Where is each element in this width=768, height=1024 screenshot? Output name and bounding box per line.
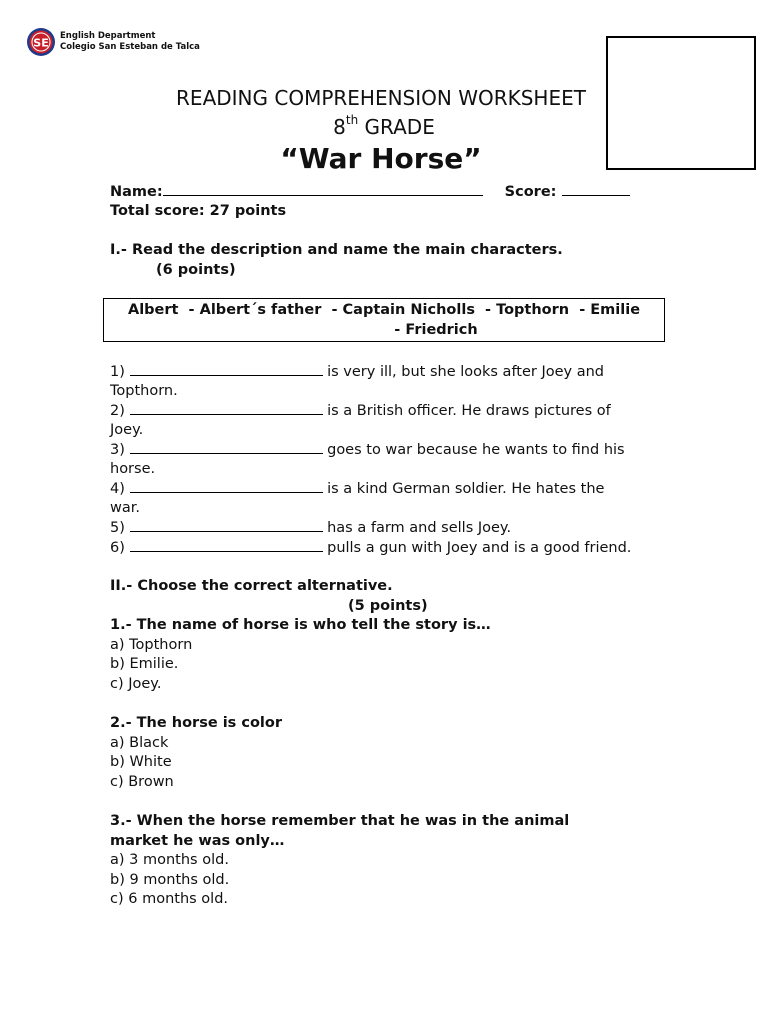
worksheet-title: READING COMPREHENSION WORKSHEET bbox=[176, 86, 586, 110]
item-6 bbox=[110, 539, 631, 556]
grade-number: 8 bbox=[333, 115, 346, 139]
q3-option-a[interactable]: a) 3 months old. bbox=[110, 852, 229, 868]
grade-title bbox=[0, 115, 768, 139]
school-logo bbox=[26, 27, 56, 57]
section2-points: (5 points) bbox=[348, 598, 428, 614]
score-blank[interactable] bbox=[562, 183, 630, 196]
section1-points: (6 points) bbox=[156, 262, 236, 278]
item-1 bbox=[110, 363, 604, 380]
question-1: 1.- The name of horse is who tell the story is… bbox=[110, 617, 491, 633]
grade-suffix: th bbox=[345, 113, 359, 127]
name-blank[interactable] bbox=[163, 183, 483, 196]
section1-instruction: I.- Read the description and name the main characters. bbox=[110, 242, 563, 258]
name-label: Name: bbox=[110, 184, 163, 200]
q3-option-c[interactable]: c) 6 months old. bbox=[110, 891, 229, 907]
logo-letters: SE bbox=[33, 36, 49, 50]
answer-blank[interactable] bbox=[130, 402, 323, 415]
item-4-cont: war. bbox=[110, 500, 140, 516]
q2-option-c[interactable]: c) Brown bbox=[110, 774, 174, 790]
answer-blank[interactable] bbox=[130, 519, 323, 532]
score-label: Score: bbox=[504, 184, 557, 200]
item-5 bbox=[110, 519, 511, 536]
item-number: 5) bbox=[110, 520, 125, 536]
answer-blank[interactable] bbox=[130, 539, 323, 552]
item-3-cont: horse. bbox=[110, 461, 156, 477]
characters-line2: - Friedrich bbox=[394, 322, 478, 338]
item-4 bbox=[110, 480, 604, 497]
department-label bbox=[60, 31, 200, 53]
name-score-row bbox=[110, 183, 630, 200]
q2-option-a[interactable]: a) Black bbox=[110, 735, 169, 751]
q2-option-b[interactable]: b) White bbox=[110, 754, 172, 770]
item-text: pulls a gun with Joey and is a good friend. bbox=[327, 540, 632, 556]
department-name: English Department bbox=[60, 31, 156, 41]
item-number: 3) bbox=[110, 442, 125, 458]
item-2-cont: Joey. bbox=[110, 422, 144, 438]
q1-option-a[interactable]: a) Topthorn bbox=[110, 637, 193, 653]
q3-option-b[interactable]: b) 9 months old. bbox=[110, 872, 230, 888]
item-text: is a kind German soldier. He hates the bbox=[327, 481, 605, 497]
school-name: Colegio San Esteban de Talca bbox=[60, 42, 200, 52]
answer-blank[interactable] bbox=[130, 480, 323, 493]
book-title: “War Horse” bbox=[280, 142, 482, 175]
total-score: Total score: 27 points bbox=[110, 203, 287, 219]
question-2: 2.- The horse is color bbox=[110, 715, 282, 731]
item-text: is very ill, but she looks after Joey and bbox=[327, 364, 605, 380]
question-3-line2: market he was only… bbox=[110, 833, 285, 849]
answer-blank[interactable] bbox=[130, 363, 323, 376]
characters-line1: Albert - Albert´s father - Captain Nicholls - Topthorn - Emilie bbox=[127, 302, 641, 318]
item-text: is a British officer. He draws pictures of bbox=[327, 403, 611, 419]
grade-word: GRADE bbox=[358, 115, 435, 139]
q1-option-c[interactable]: c) Joey. bbox=[110, 676, 162, 692]
characters-box bbox=[103, 298, 665, 342]
item-number: 6) bbox=[110, 540, 125, 556]
item-number: 2) bbox=[110, 403, 125, 419]
item-text: goes to war because he wants to find his bbox=[327, 442, 625, 458]
question-3-line1: 3.- When the horse remember that he was in the animal bbox=[110, 813, 570, 829]
item-1-cont: Topthorn. bbox=[110, 383, 178, 399]
item-number: 4) bbox=[110, 481, 125, 497]
item-text: has a farm and sells Joey. bbox=[327, 520, 512, 536]
answer-blank[interactable] bbox=[130, 441, 323, 454]
item-2 bbox=[110, 402, 611, 419]
section2-instruction: II.- Choose the correct alternative. bbox=[110, 578, 393, 594]
item-3 bbox=[110, 441, 625, 458]
item-number: 1) bbox=[110, 364, 125, 380]
q1-option-b[interactable]: b) Emilie. bbox=[110, 656, 179, 672]
